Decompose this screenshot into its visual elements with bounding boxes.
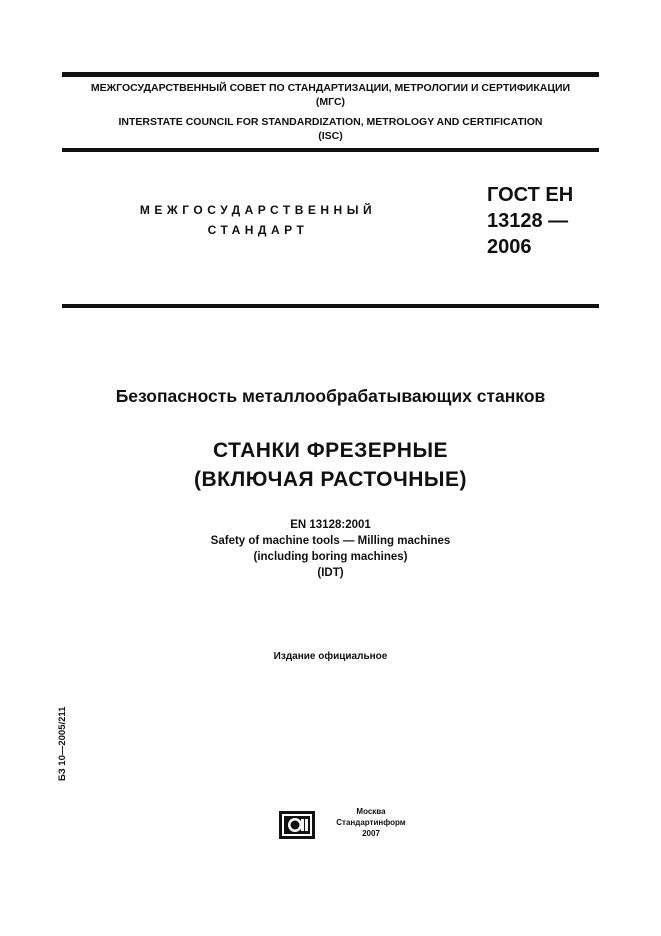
publisher-imprint (336, 806, 406, 839)
standartinform-logo-icon (279, 811, 315, 839)
standard-id-line2: 13128 — (487, 210, 569, 232)
edition-note: Издание официальное (273, 651, 388, 662)
document-title (0, 436, 661, 494)
title-line2: (ВКЛЮЧАЯ РАСТОЧНЫЕ) (193, 468, 467, 491)
en-equivalence: (IDT) (317, 567, 344, 579)
council-en-name: INTERSTATE COUNCIL FOR STANDARDIZATION, METROLOGY AND CERTIFICATION (118, 116, 543, 128)
standard-kind-line2: СТАНДАРТ (207, 223, 309, 237)
council-russian (62, 81, 599, 109)
publisher-year: 2007 (362, 829, 380, 838)
council-english (62, 115, 599, 143)
council-en-abbr: (ISC) (318, 130, 343, 142)
en-title-line2: (including boring machines) (253, 551, 408, 563)
side-code: БЗ 10—2005/211 (57, 706, 68, 781)
header-divider (62, 148, 599, 152)
publisher-city: Москва (356, 807, 386, 816)
council-ru-name: МЕЖГОСУДАРСТВЕННЫЙ СОВЕТ ПО СТАНДАРТИЗАЦИИ, МЕТРОЛОГИИ И СЕРТИФИКАЦИИ (90, 82, 571, 94)
en-code: EN 13128:2001 (290, 519, 371, 531)
standard-id-line1: ГОСТ ЕН (487, 184, 574, 206)
publisher-name: Стандартинформ (336, 818, 406, 827)
standard-kind-line1: МЕЖГОСУДАРСТВЕННЫЙ (139, 203, 377, 217)
top-rule (62, 72, 599, 77)
title-line1: СТАНКИ ФРЕЗЕРНЫЕ (212, 439, 449, 462)
council-ru-abbr: (МГС) (315, 96, 346, 108)
standard-kind (138, 200, 378, 240)
document-subject: Безопасность металлообрабатывающих станков (115, 386, 546, 406)
standard-id-line3: 2006 (487, 236, 532, 258)
designation-divider (62, 304, 599, 308)
en-reference (0, 517, 661, 581)
standard-designation (487, 182, 607, 260)
en-title-line1: Safety of machine tools — Milling machines (210, 535, 451, 547)
